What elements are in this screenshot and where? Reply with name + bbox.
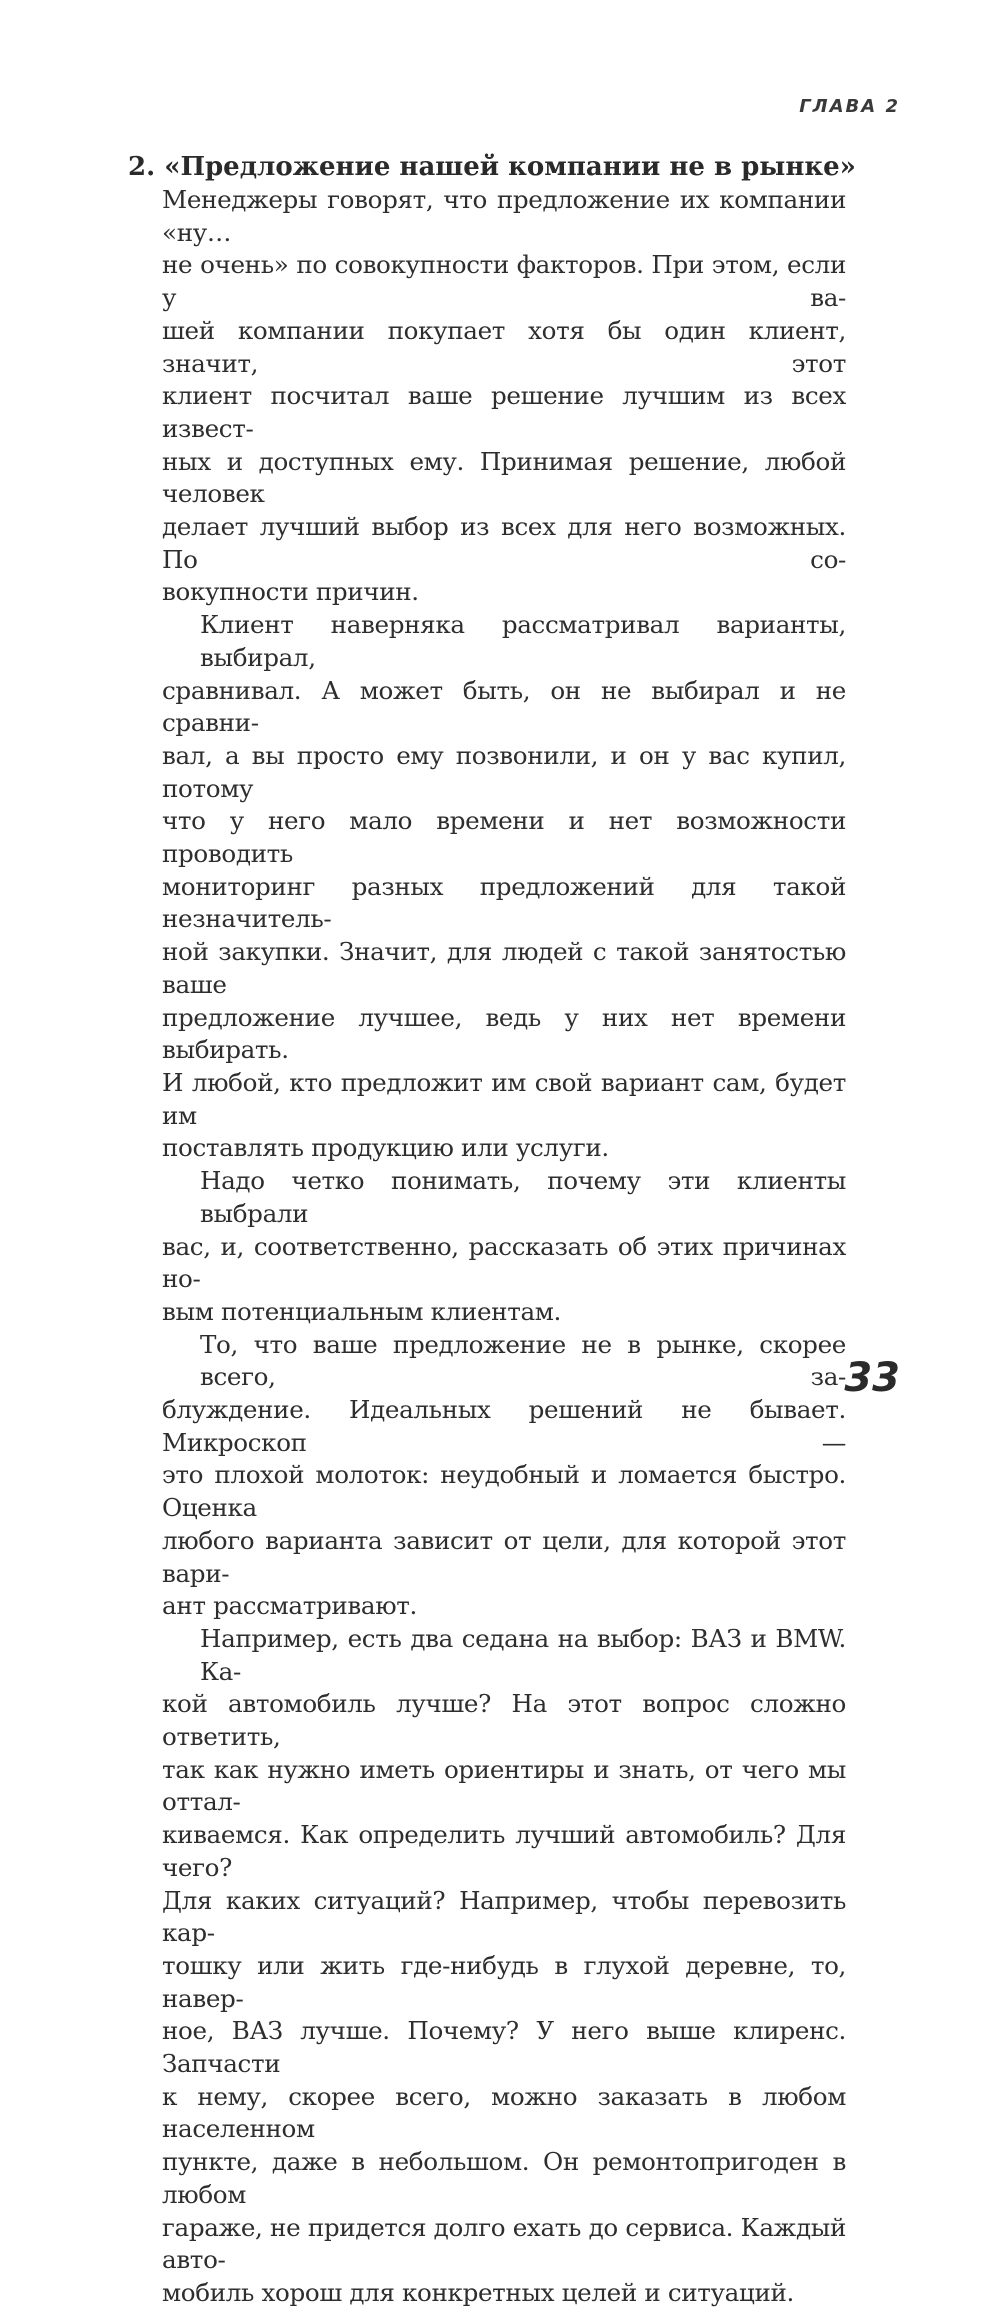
text-line: вым потенциальным клиентам. <box>162 1296 562 1326</box>
text-line: ных и доступных ему. Принимая решение, любой человек <box>162 446 846 509</box>
text-line: мобиль хорош для конкретных целей и ситуаций. <box>162 2278 795 2307</box>
text-line: предложение лучшее, ведь у них нет времени выбирать. <box>162 1002 846 1065</box>
text-line: так как нужно иметь ориентиры и знать, от чего мы оттал- <box>162 1754 846 1817</box>
text-line: поставлять продукцию или услуги. <box>162 1133 609 1163</box>
text-line: Например, есть два седана на выбор: ВАЗ и BMW. Ка- <box>200 1623 846 1686</box>
text-line: мониторинг разных предложений для такой незначитель- <box>162 871 846 934</box>
text-line: сравнивал. А может быть, он не выбирал и не сравни- <box>162 675 846 738</box>
body-text <box>162 184 846 2310</box>
text-line: ной закупки. Значит, для людей с такой занятостью ваше <box>162 937 846 999</box>
text-line: ант рассматривают. <box>162 1591 418 1621</box>
text-line: вал, а вы просто ему позвонили, и он у вас купил, потому <box>162 740 846 803</box>
text-line: шей компании покупает хотя бы один клиент, значит, этот <box>162 315 846 378</box>
text-line: что у него мало времени и нет возможности проводить <box>162 806 846 869</box>
section-heading: 2. «Предложение нашей компании не в рынке» <box>128 152 856 182</box>
text-line: клиент посчитал ваше решение лучшим из всех извест- <box>162 381 846 443</box>
page-number: 33 <box>844 1355 900 1401</box>
text-line: любого варианта зависит от цели, для которой этот вари- <box>162 1525 846 1588</box>
text-line: Для каких ситуаций? Например, чтобы перевозить кар- <box>162 1885 846 1948</box>
text-line: гараже, не придется долго ехать до сервиса. Каждый авто- <box>162 2212 846 2275</box>
text-line: пункте, даже в небольшом. Он ремонтопригоден в любом <box>162 2147 846 2209</box>
text-line: тошку или жить где-нибудь в глухой деревне, то, навер- <box>162 1950 846 2013</box>
text-line: киваемся. Как определить лучший автомобиль? Для чего? <box>162 1820 846 1882</box>
text-line: это плохой молоток: неудобный и ломается быстро. Оценка <box>162 1460 846 1523</box>
text-line: Клиент наверняка рассматривал варианты, выбирал, <box>200 610 846 672</box>
text-line: не очень» по совокупности факторов. При этом, если у ва- <box>162 250 846 313</box>
text-line: блуждение. Идеальных решений не бывает. Микроскоп — <box>162 1395 846 1457</box>
text-line: ное, ВАЗ лучше. Почему? У него выше клиренс. Запчасти <box>162 2016 846 2079</box>
running-head: ГЛАВА 2 <box>799 96 900 117</box>
text-line: вокупности причин. <box>162 577 419 607</box>
text-line: к нему, скорее всего, можно заказать в любом населенном <box>162 2081 846 2144</box>
text-line: делает лучший выбор из всех для него возможных. По со- <box>162 512 846 574</box>
text-line: Менеджеры говорят, что предложение их компании «ну… <box>162 185 846 247</box>
text-line: кой автомобиль лучше? На этот вопрос сложно ответить, <box>162 1689 846 1752</box>
text-line: вас, и, соответственно, рассказать об этих причинах но- <box>162 1231 846 1294</box>
text-line: Надо четко понимать, почему эти клиенты выбрали <box>200 1166 846 1228</box>
text-line: То, что ваше предложение не в рынке, скорее всего, за- <box>200 1329 846 1392</box>
text-line: И любой, кто предложит им свой вариант сам, будет им <box>162 1067 846 1130</box>
